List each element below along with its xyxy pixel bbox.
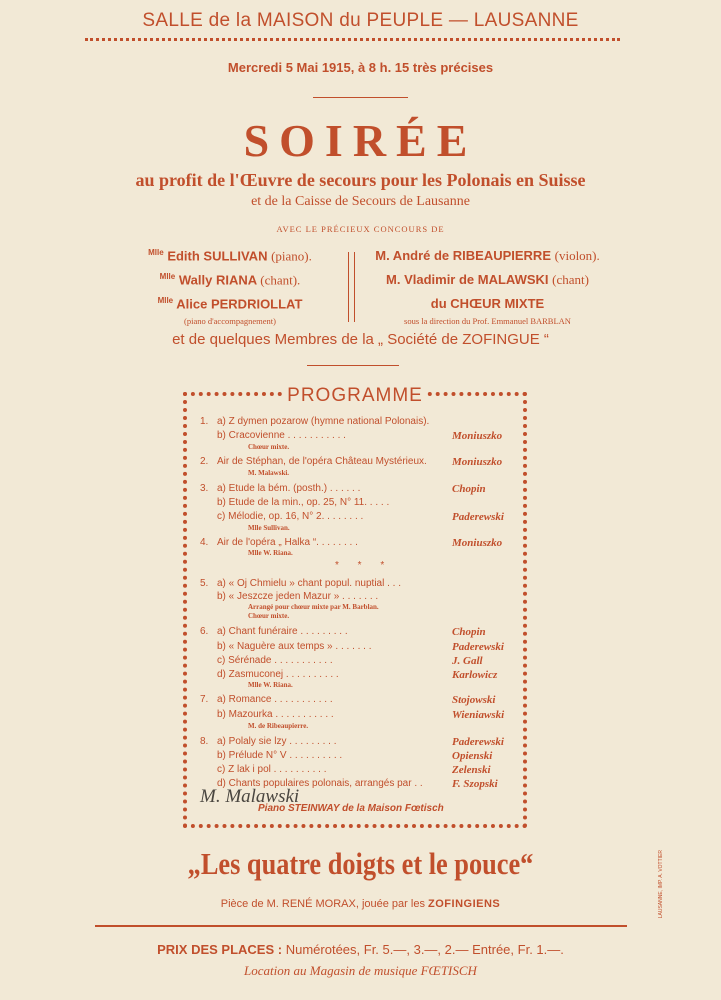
item-composer: Chopin [452,483,486,495]
performer: M. Vladimir de MALAWSKI (chant) [386,272,589,287]
note-text: Mlle Sullivan. [248,524,290,532]
item-number: 3. [200,483,209,494]
event-subtitle-2: et de la Caisse de Secours de Lausanne [251,194,470,209]
performer-note [200,612,530,625]
item-number: 7. [200,694,209,705]
programme-title: PROGRAMME [285,385,425,407]
event-subtitle: au profit de l'Œuvre de secours pour les Polonais en Suisse [135,170,586,190]
performer-note [200,443,530,456]
programme-item [200,736,530,749]
item-number: 4. [200,537,209,548]
note-text: M. de Ribeaupierre. [248,722,309,730]
event-date: Mercredi 5 Mai 1915, à 8 h. 15 très précises [227,60,494,75]
note-text: Chœur mixte. [248,443,290,451]
note-text: Mlle W. Riana. [248,681,293,689]
programme-item [200,764,530,777]
programme-item [200,578,530,591]
programme-item [200,641,530,654]
programme-item [200,709,530,722]
item-title: b) Etude de la min., op. 25, N° 11. . . . . [217,497,390,508]
concours-label: AVEC LE PRÉCIEUX CONCOURS DE [276,224,445,234]
performers-right [365,248,610,328]
item-title: a) Polaly sie lzy . . . . . . . . . [217,736,337,747]
item-composer: Karlowicz [452,669,498,681]
performer: $^{Mlle}$ Edith SULLIVAN (piano). [148,248,312,264]
item-title: Air de Stéphan, de l'opéra Château Mystérieux. [217,456,427,467]
item-composer: Wieniawski [452,709,505,721]
item-composer: Paderewski [452,736,504,748]
item-title: c) Sérénade . . . . . . . . . . . [217,655,333,666]
item-composer: Chopin [452,626,486,638]
programme-item [200,430,530,443]
rule [95,925,627,927]
item-number: 2. [200,456,209,467]
column-divider [348,252,355,322]
performer: du CHŒUR MIXTE [430,296,545,311]
programme-item [200,655,530,668]
programme-item [200,497,530,510]
programme-item [200,483,530,496]
handwritten-signature: M. Malawski [200,786,300,807]
programme-item [200,416,530,429]
performer-note [200,469,530,482]
item-number: 5. [200,578,209,589]
item-composer: Opienski [452,750,493,762]
item-title: c) Mélodie, op. 16, N° 2. . . . . . . . [217,511,364,522]
item-composer: Paderewski [452,641,504,653]
item-composer: Moniuszko [452,456,503,468]
item-number: 1. [200,416,209,427]
item-title: b) Prélude N° V . . . . . . . . . . [217,750,343,761]
item-composer: J. Gall [452,655,483,667]
item-title: Air de l'opéra „ Halka “. . . . . . . . [217,537,358,548]
ornament-divider [313,97,408,98]
section-stars: * * * [335,560,393,571]
performer: $^{Mlle}$ Alice PERDRIOLLAT [157,296,303,312]
item-composer: Moniuszko [452,430,503,442]
programme-item [200,511,530,524]
play-credit: Pièce de M. RENÉ MORAX, jouée par les ZOFINGIENS [220,898,501,910]
item-composer: Stojowski [452,694,496,706]
note-text: Arrangé pour chœur mixte par M. Barblan. [248,603,379,611]
piano-credit: Piano STEINWAY de la Maison Fœtisch [258,803,444,814]
membres-line: et de quelques Membres de la „ Société de ZOFINGUE “ [172,331,549,348]
item-composer: Zelenski [452,764,491,776]
ticket-location: Location au Magasin de musique FŒTISCH [244,963,477,978]
performer-note: (piano d'accompagnement) [184,316,276,326]
item-title: a) Romance . . . . . . . . . . . [217,694,333,705]
item-title: a) Etude la bém. (posth.) . . . . . . [217,483,361,494]
dotted-divider [85,38,620,41]
performer-note [200,681,530,694]
item-number: 8. [200,736,209,747]
performer: $^{Mlle}$ Wally RIANA (chant). [159,272,301,288]
item-title: b) « Jeszcze jeden Mazur » . . . . . . . [217,591,379,602]
venue-heading: SALLE de la MAISON du PEUPLE — LAUSANNE [142,10,579,31]
item-title: d) Chants populaires polonais, arrangés par . . [217,778,423,789]
note-text: M. Malawski. [248,469,290,477]
item-title: b) « Naguère aux temps » . . . . . . . [217,641,372,652]
item-title: a) Z dymen pozarow (hymne national Polonais). [217,416,430,427]
event-title: SOIRÉE [243,115,478,166]
ticket-prices: PRIX DES PLACES : Numérotées, Fr. 5.—, 3.—, 2.— Entrée, Fr. 1.—. [157,942,564,957]
note-text: Mlle W. Riana. [248,549,293,557]
note-text: Chœur mixte. [248,612,290,620]
item-title: a) « Oj Chmielu » chant popul. nuptial . . . [217,578,401,589]
programme-item [200,626,530,639]
programme-item [200,456,530,469]
performers-left [110,248,350,328]
programme-item [200,694,530,707]
item-composer: F. Szopski [452,778,498,790]
item-number: 6. [200,626,209,637]
item-title: d) Zasmuconej . . . . . . . . . . [217,669,339,680]
performer-note: sous la direction du Prof. Emmanuel BARBLAN [404,316,571,326]
play-title: „Les quatre doigts et le pouce“ [187,846,534,881]
item-title: a) Chant funéraire . . . . . . . . . [217,626,348,637]
ornament-divider [307,365,399,366]
item-title: c) Z lak i pol . . . . . . . . . . [217,764,327,775]
performer-note [200,524,530,537]
item-title: b) Mazourka . . . . . . . . . . . [217,709,334,720]
performer: M. André de RIBEAUPIERRE (violon). [375,248,600,263]
item-composer: Moniuszko [452,537,503,549]
programme-item [200,750,530,763]
printer-imprint: LAUSANNE, IMP. A. VOTTIER [658,850,664,919]
item-title: b) Cracovienne . . . . . . . . . . . [217,430,346,441]
item-composer: Paderewski [452,511,504,523]
performer-note [200,722,530,735]
